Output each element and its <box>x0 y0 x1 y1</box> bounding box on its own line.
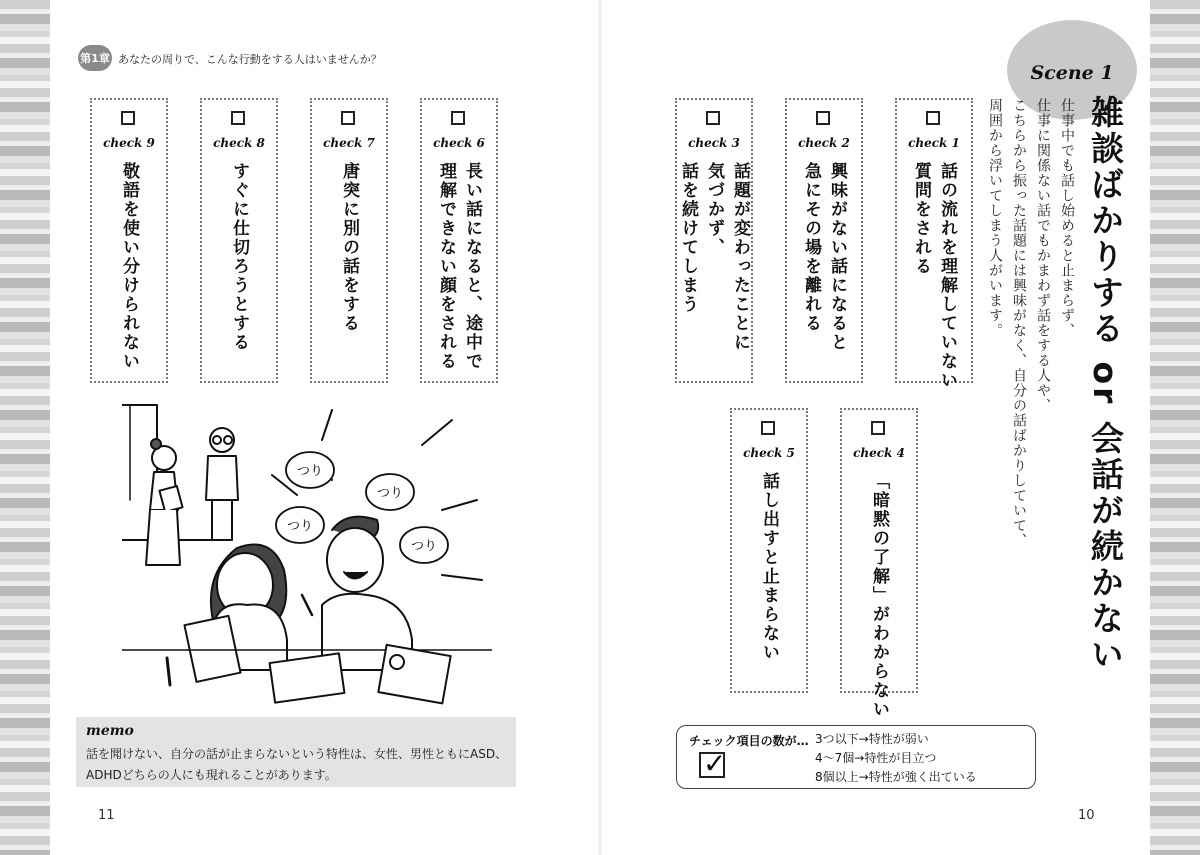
check-text: 話し出すと止まらない <box>759 472 779 662</box>
check-label: check 8 <box>213 136 265 150</box>
check-card-5 <box>730 408 808 693</box>
checkbox[interactable] <box>871 421 885 435</box>
check-label: check 3 <box>688 136 740 150</box>
checkbox[interactable] <box>706 111 720 125</box>
check-card-9 <box>90 98 168 383</box>
check-label: check 2 <box>798 136 850 150</box>
result-box <box>676 725 1036 789</box>
result-lines <box>815 730 977 787</box>
check-text: 話の流れを理解していない 質問をされる <box>911 162 957 390</box>
speech-bubble <box>276 507 324 543</box>
speech-bubble <box>400 527 448 563</box>
check-card-3 <box>675 98 753 383</box>
result-checkbox[interactable] <box>699 747 727 780</box>
check-card-1 <box>895 98 973 390</box>
checkbox[interactable] <box>341 111 355 125</box>
checkbox[interactable] <box>451 111 465 125</box>
memo-box <box>76 717 516 787</box>
check-card-4 <box>840 408 918 719</box>
checkbox[interactable] <box>816 111 830 125</box>
office-illustration <box>122 400 492 705</box>
checkbox[interactable] <box>926 111 940 125</box>
check-label: check 1 <box>908 136 960 150</box>
check-text: 唐突に別の話をする <box>339 162 359 333</box>
check-card-7 <box>310 98 388 383</box>
page-number-right: 10 <box>1078 808 1095 823</box>
checkbox[interactable] <box>121 111 135 125</box>
check-text: 長い話になると、途中で 理解できない顔をされる <box>436 162 482 371</box>
speech-bubble-text: つり <box>286 519 314 534</box>
result-line: 3つ以下→特性が弱い <box>815 732 929 746</box>
scene-title: 雑談ばかりする or 会話が続かない <box>1086 95 1125 673</box>
book-gutter <box>598 0 602 855</box>
right-edge-stripes <box>1150 0 1200 855</box>
chapter-badge: 第1章 <box>78 45 112 71</box>
check-label: check 4 <box>853 446 905 460</box>
check-text: 興味がない話になると 急にその場を離れる <box>801 162 847 352</box>
scene-label: Scene 1 <box>1030 62 1114 84</box>
check-text: 敬語を使い分けられない <box>119 162 139 371</box>
speech-bubble <box>366 474 414 510</box>
checkbox[interactable] <box>231 111 245 125</box>
check-card-6 <box>420 98 498 383</box>
check-card-2 <box>785 98 863 383</box>
chapter-subtitle: あなたの周りで、こんな行動をする人はいませんか？ <box>118 53 382 66</box>
check-text: 話題が変わったことに 気づかず、 話を続けてしまう <box>678 162 750 352</box>
result-line: 4〜7個→特性が目立つ <box>815 751 937 765</box>
check-text: 「暗黙の了解」がわからない <box>869 472 889 719</box>
result-line: 8個以上→特性が強く出ている <box>815 770 977 784</box>
result-label: チェック項目の数が… <box>689 734 809 748</box>
checkbox[interactable] <box>761 421 775 435</box>
left-edge-stripes <box>0 0 50 855</box>
seated-woman-figure <box>184 544 287 681</box>
check-card-8 <box>200 98 278 383</box>
check-label: check 6 <box>433 136 485 150</box>
scene-description: 仕事中でも話し始めると止まらず、 仕事に関係ない話でもかまわず話をする人や、 こちらから振った話題には興味がなく、自分の話ばかりしていて、 周囲から浮いてしまう人がいます。 <box>987 98 1075 548</box>
memo-text: 話を聞けない、自分の話が止まらないという特性は、女性、男性ともにASD、ADHDどちらの人にも現れることがあります。 <box>86 747 508 782</box>
speech-bubble-text: つり <box>410 539 438 554</box>
speech-bubble-text: つり <box>296 464 324 479</box>
memo-label: memo <box>86 723 134 739</box>
page-number-left: 11 <box>98 808 115 823</box>
standing-man-figure <box>206 428 238 540</box>
checkmark-icon: ✓ <box>703 747 727 780</box>
check-text: すぐに仕切ろうとする <box>229 162 249 352</box>
check-label: check 7 <box>323 136 375 150</box>
check-label: check 9 <box>103 136 155 150</box>
check-label: check 5 <box>743 446 795 460</box>
speech-bubble <box>286 452 334 488</box>
standing-woman-figure <box>146 439 183 565</box>
speech-bubble-text: つり <box>376 486 404 501</box>
